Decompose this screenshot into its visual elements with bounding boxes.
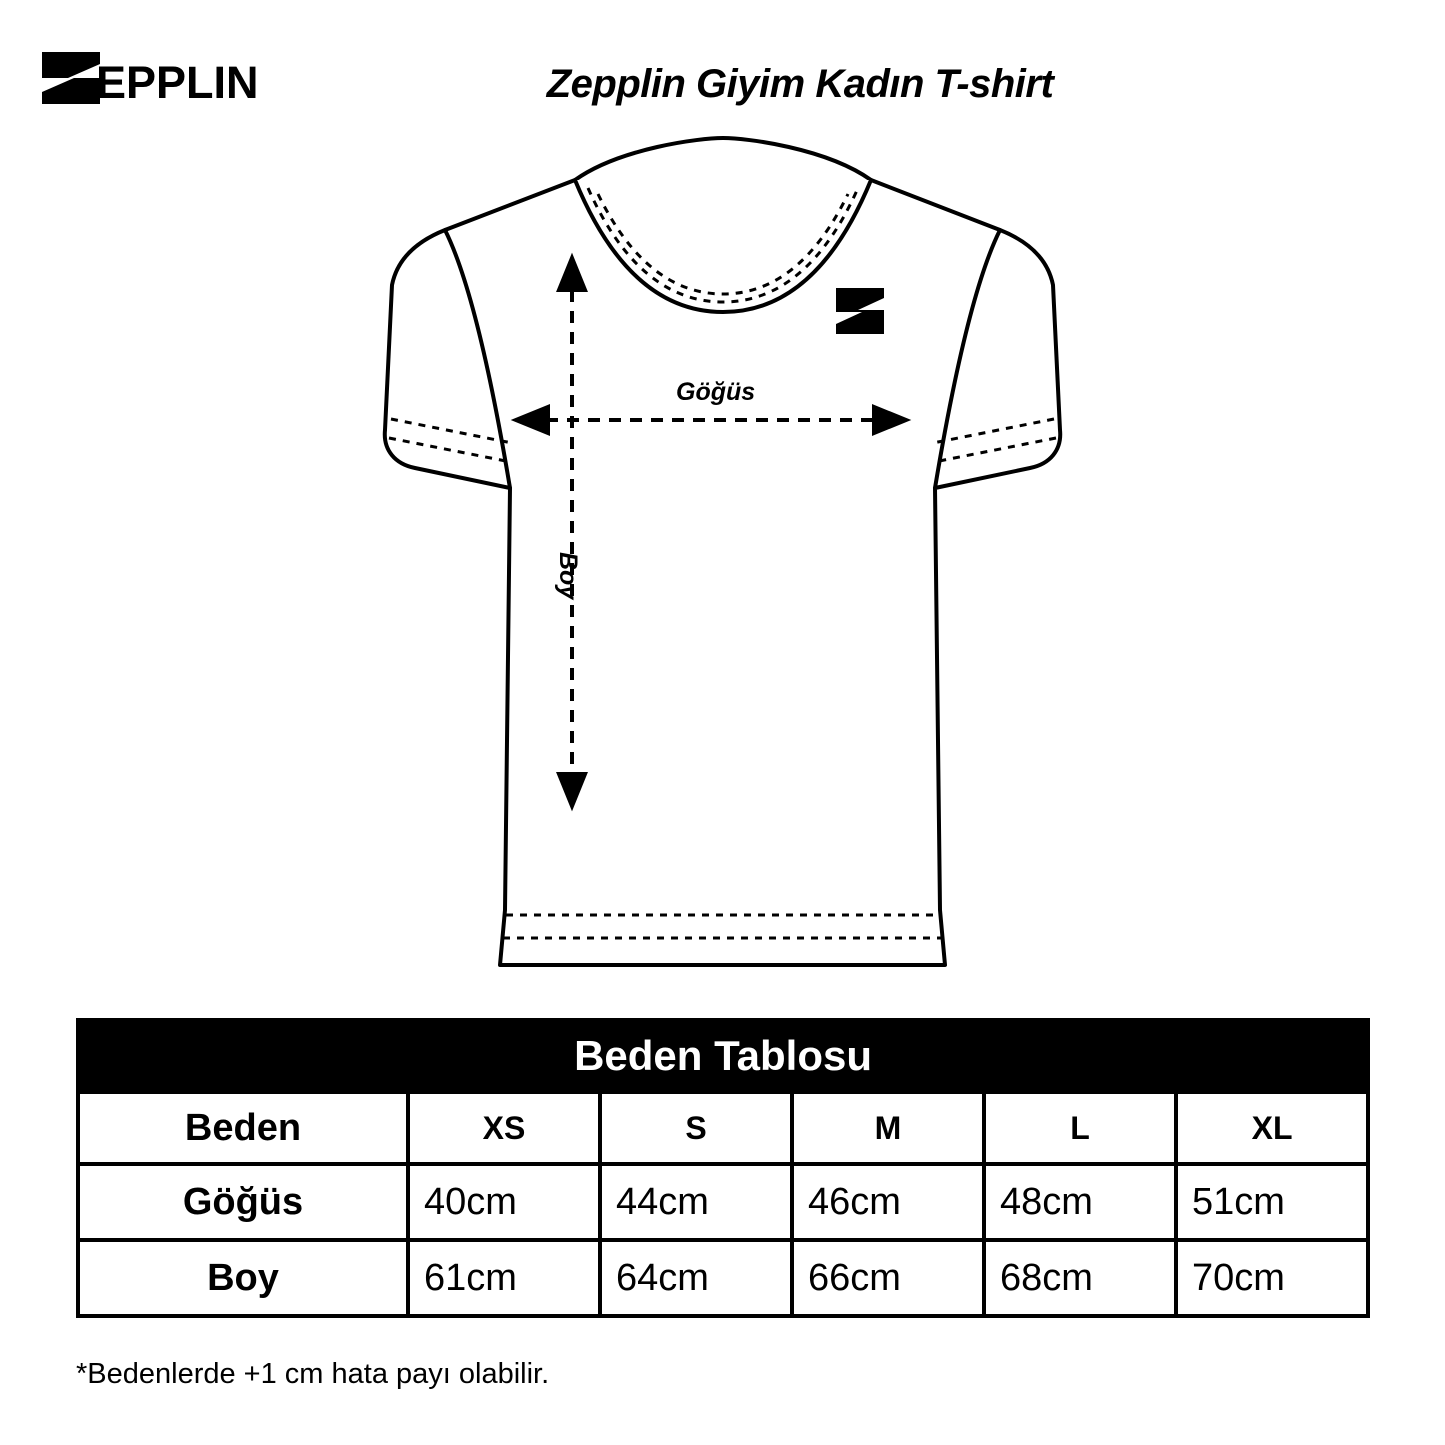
cell-boy-xs: 61cm <box>408 1240 600 1316</box>
header-cell-size-l: L <box>984 1092 1176 1164</box>
table-row <box>78 1240 1368 1316</box>
cell-boy-xl: 70cm <box>1176 1240 1368 1316</box>
tolerance-footnote: *Bedenlerde +1 cm hata payı olabilir. <box>76 1358 550 1390</box>
size-table-wrapper <box>76 1018 1370 1318</box>
size-table <box>76 1018 1370 1318</box>
header-cell-size-xl: XL <box>1176 1092 1368 1164</box>
svg-text:EPPLIN: EPPLIN <box>96 57 259 108</box>
cell-gogus-xs: 40cm <box>408 1164 600 1240</box>
row-label-boy: Boy <box>78 1240 408 1316</box>
table-row <box>78 1164 1368 1240</box>
cell-gogus-s: 44cm <box>600 1164 792 1240</box>
cell-boy-l: 68cm <box>984 1240 1176 1316</box>
zepplin-logo <box>38 48 278 110</box>
header-cell-beden: Beden <box>78 1092 408 1164</box>
table-header-row <box>78 1092 1368 1164</box>
header-cell-size-m: M <box>792 1092 984 1164</box>
table-title-row <box>78 1020 1368 1092</box>
cell-boy-s: 64cm <box>600 1240 792 1316</box>
page-title-brand: Zepplin Giyim <box>546 62 816 106</box>
page-title <box>300 62 1300 107</box>
cell-gogus-l: 48cm <box>984 1164 1176 1240</box>
cell-boy-m: 66cm <box>792 1240 984 1316</box>
cell-gogus-m: 46cm <box>792 1164 984 1240</box>
chest-measure-label: Göğüs <box>676 378 756 406</box>
header-cell-size-s: S <box>600 1092 792 1164</box>
size-table-title: Beden Tablosu <box>78 1020 1368 1092</box>
tshirt-diagram <box>0 120 1445 1000</box>
row-label-gogus: Göğüs <box>78 1164 408 1240</box>
chest-logo-mark <box>836 288 884 334</box>
cell-gogus-xl: 51cm <box>1176 1164 1368 1240</box>
header-cell-size-xs: XS <box>408 1092 600 1164</box>
page-title-product: Kadın T-shirt <box>815 62 1054 106</box>
length-measure-label: Boy <box>554 552 582 600</box>
